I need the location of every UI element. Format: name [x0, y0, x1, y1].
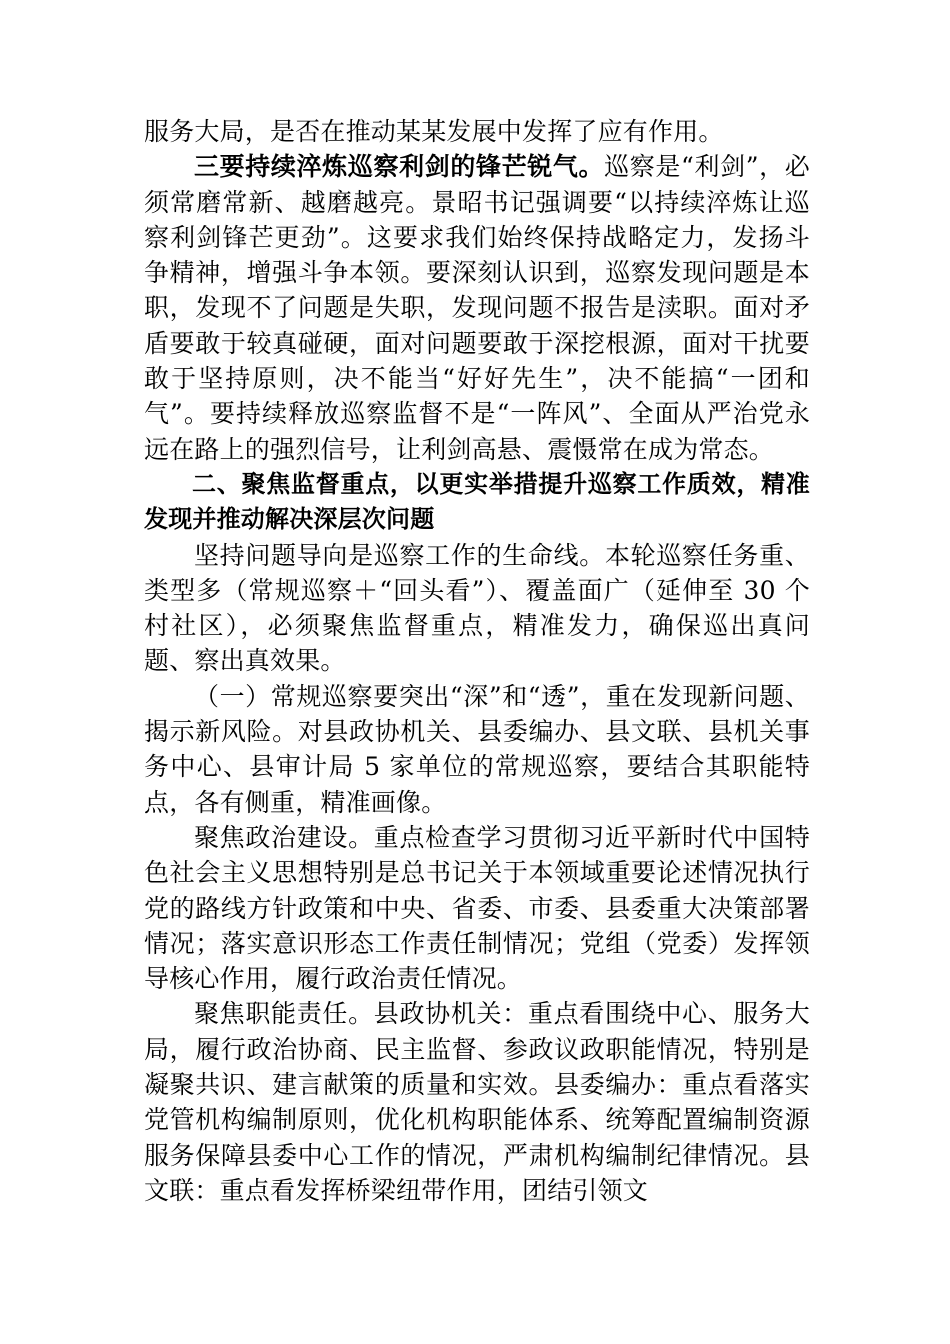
- document-body: [144, 114, 810, 1208]
- paragraph-political-building: 聚焦政治建设。重点检查学习贯彻习近平新时代中国特色社会主义思想特别是总书记关于本领域重要论述情况执行党的路线方针政策和中央、省委、市委、县委重大决策部署情况；落实意识形态工作责任制情况；党组（党委）发挥领导核心作用，履行政治责任情况。: [144, 822, 810, 994]
- section-heading-two: 二、聚焦监督重点，以更实举措提升巡察工作质效，精准发现并推动解决深层次问题: [144, 469, 810, 534]
- paragraph-continuation: 服务大局，是否在推动某某发展中发挥了应有作用。: [144, 117, 724, 146]
- paragraph-sharpen-inspection: [144, 149, 810, 467]
- paragraph-problem-orientation: 坚持问题导向是巡察工作的生命线。本轮巡察任务重、类型多（常规巡察＋“回头看”）、覆盖面广（延伸至 30 个村社区），必须聚焦监督重点，精准发力，确保巡出真问题、察出真效果。: [144, 540, 810, 676]
- paragraph-lead-bold: 三要持续淬炼巡察利剑的锋芒锐气。: [194, 152, 605, 182]
- paragraph-body-text: 巡察是“利剑”，必须常磨常新、越磨越亮。景昭书记强调要“以持续淬炼让巡察利剑锋芒更劲”。这要求我们始终保持战略定力，发扬斗争精神，增强斗争本领。要深刻认识到，巡察发现问题是本职，发现不了问题是失职，发现问题不报告是渎职。面对矛盾要敢于较真碰硬，面对问题要敢于深挖根源，面对干扰要敢于坚持原则，决不能当“好好先生”，决不能搞“一团和气”。要持续释放巡察监督不是“一阵风”、全面从严治党永远在路上的强烈信号，让利剑高悬、震慑常在成为常态。: [144, 152, 810, 464]
- paragraph-functional-duty: 聚焦职能责任。县政协机关：重点看围绕中心、服务大局，履行政治协商、民主监督、参政议政职能情况，特别是凝聚共识、建言献策的质量和实效。县委编办：重点看落实党管机构编制原则，优化机构职能体系、统筹配置编制资源服务保障县委中心工作的情况，严肃机构编制纪律情况。县文联：重点看发挥桥梁纽带作用，团结引领文: [144, 999, 810, 1205]
- paragraph-routine-inspection: （一）常规巡察要突出“深”和“透”，重在发现新问题、揭示新风险。对县政协机关、县委编办、县文联、县机关事务中心、县审计局 5 家单位的常规巡察，要结合其职能特点，各有侧重，精准画像。: [144, 681, 810, 817]
